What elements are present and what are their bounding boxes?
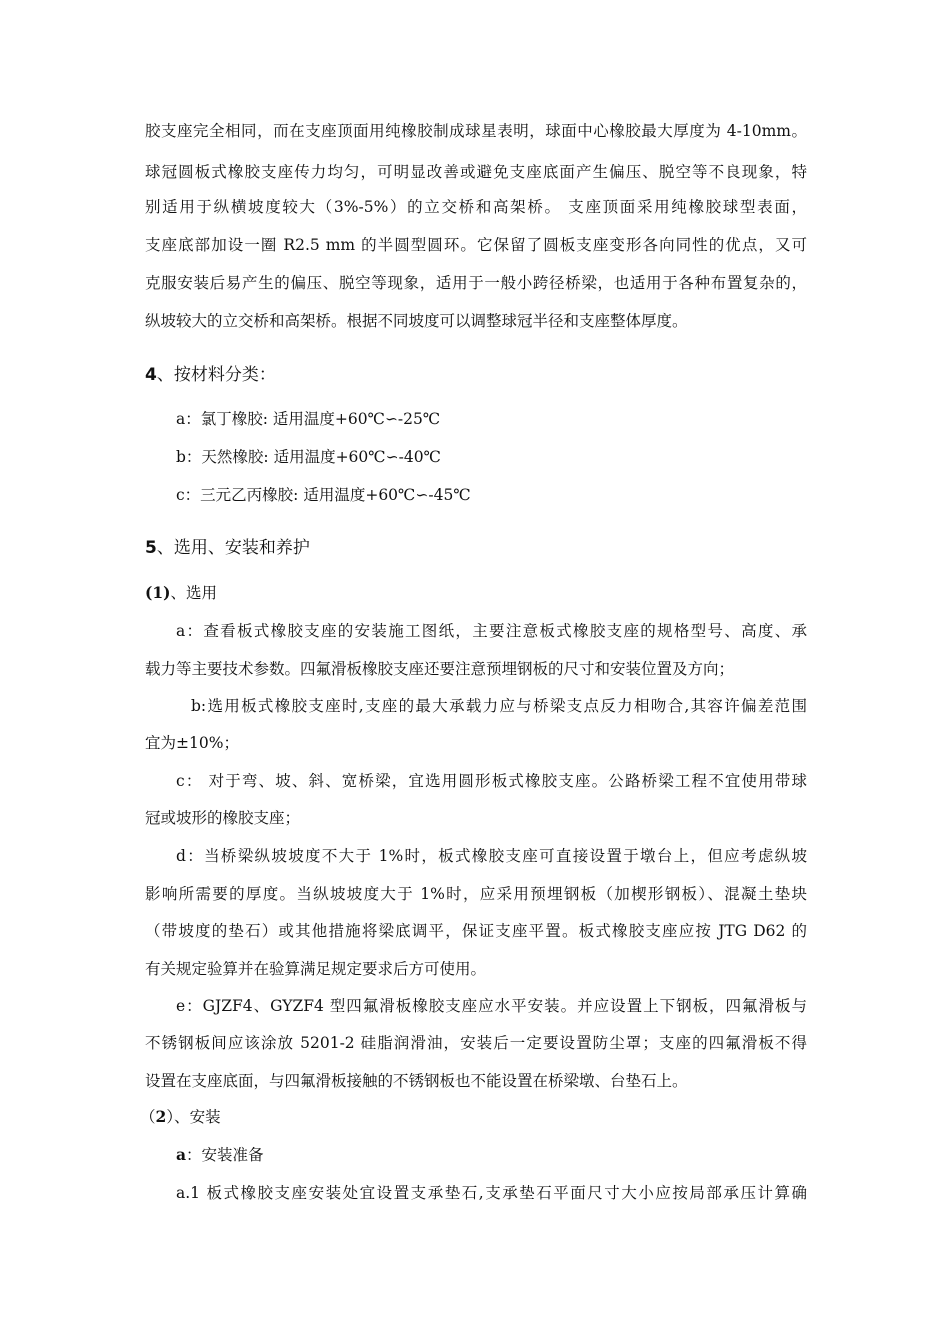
section4-number: 4 [145, 365, 157, 385]
subsection-2-heading [140, 1106, 221, 1128]
select-d-line-2: 影响所需要的厚度。当纵坡坡度大于 1%时，应采用预埋钢板（加楔形钢板）、混凝土垫块 [145, 885, 807, 903]
para1-line-2: 球冠圆板式橡胶支座传力均匀，可明显改善或避免支座底面产生偏压、脱空等不良现象，特 [145, 163, 807, 181]
install-a-text: ：安装准备 [186, 1146, 264, 1164]
select-a-line-2: 载力等主要技术参数。四氟滑板橡胶支座还要注意预埋钢板的尺寸和安装位置及方向； [145, 660, 735, 678]
section4-heading [145, 363, 276, 387]
subsection-1-number: (1) [145, 583, 171, 602]
select-b-line-1: b:选用板式橡胶支座时,支座的最大承载力应与桥梁支点反力相吻合,其容许偏差范围 [191, 697, 807, 715]
select-e-line-2: 不锈钢板间应该涂放 5201-2 硅脂润滑油，安装后一定要设置防尘罩；支座的四氟滑板不得 [145, 1034, 807, 1052]
subsection-1-title: 、选用 [170, 584, 217, 602]
section5-heading [145, 536, 310, 560]
select-c-line-1: c： 对于弯、坡、斜、宽桥梁，宜选用圆形板式橡胶支座。公路桥梁工程不宜使用带球 [176, 772, 807, 790]
section5-title: 、选用、安装和养护 [156, 538, 310, 558]
select-e-line-3: 设置在支座底面，与四氟滑板接触的不锈钢板也不能设置在桥梁墩、台垫石上。 [145, 1072, 688, 1090]
select-d-line-4: 有关规定验算并在验算满足规定要求后方可使用。 [145, 960, 487, 978]
select-b-line-2: 宜为±10%； [145, 734, 239, 752]
select-e-line-1: e：GJZF4、GYZF4 型四氟滑板橡胶支座应水平安装。并应设置上下钢板，四氟滑板与 [176, 997, 807, 1015]
install-a-label: a [176, 1145, 187, 1164]
para1-line-5: 克服安装后易产生的偏压、脱空等现象，适用于一般小跨径桥梁，也适用于各种布置复杂的， [145, 274, 807, 292]
section4-item-a: a：氯丁橡胶: 适用温度+60℃∽-25℃ [176, 410, 441, 428]
section4-title: 、按材料分类： [156, 365, 276, 385]
subsection-2-open: （ [140, 1108, 156, 1126]
select-d-line-1: d：当桥梁纵坡坡度不大于 1%时，板式橡胶支座可直接设置于墩台上，但应考虑纵坡 [176, 847, 807, 865]
subsection-2-close: ）、安装 [166, 1108, 221, 1126]
install-a1-line: a.1 板式橡胶支座安装处宜设置支承垫石,支承垫石平面尺寸大小应按局部承压计算确 [176, 1184, 807, 1202]
select-d-line-3: （带坡度的垫石）或其他措施将梁底调平，保证支座平置。板式橡胶支座应按 JTG D62 的 [145, 922, 807, 940]
para1-line-4: 支座底部加设一圈 R2.5 mm 的半圆型圆环。它保留了圆板支座变形各向同性的优点，又可 [145, 236, 807, 254]
section4-item-c: c：三元乙丙橡胶: 适用温度+60℃∽-45℃ [176, 486, 471, 504]
select-a-line-1: a：查看板式橡胶支座的安装施工图纸，主要注意板式橡胶支座的规格型号、高度、承 [176, 622, 807, 640]
select-c-line-2: 冠或坡形的橡胶支座； [145, 809, 301, 827]
install-a-heading [176, 1144, 807, 1166]
subsection-1-heading [145, 582, 217, 604]
para1-line-1: 胶支座完全相同，而在支座顶面用纯橡胶制成球星表明，球面中心橡胶最大厚度为 4-10mm。 [145, 122, 807, 140]
para1-line-3: 别适用于纵横坡度较大（3%-5%）的立交桥和高架桥。 支座顶面采用纯橡胶球型表面， [145, 198, 807, 216]
para1-line-6: 纵坡较大的立交桥和高架桥。根据不同坡度可以调整球冠半径和支座整体厚度。 [145, 312, 688, 330]
section5-number: 5 [145, 538, 157, 558]
section4-item-b: b：天然橡胶: 适用温度+60℃∽-40℃ [176, 448, 441, 466]
subsection-2-number: 2 [155, 1107, 167, 1126]
